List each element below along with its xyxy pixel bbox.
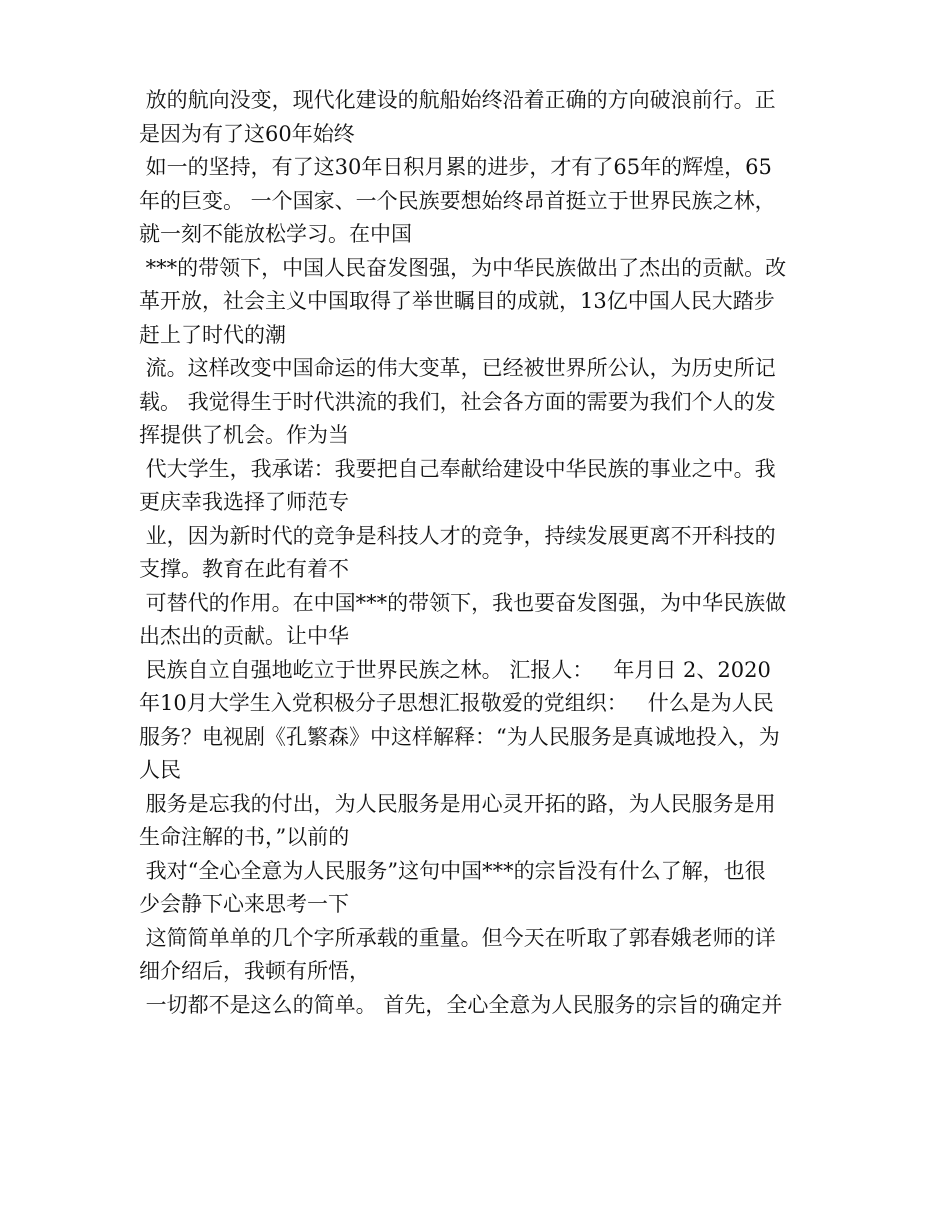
text-line: 我对“全心全意为人民服务”这句中国***的宗旨没有什么了解，也很 [139,858,766,883]
text-line: 少会静下心来思考一下 [139,892,349,916]
text-line: 年10月大学生入党积极分子思想汇报敬爱的党组织： 什么是为人民 [139,691,774,715]
text-line: ***的带领下，中国人民奋发图强，为中华民族做出了杰出的贡献。改 [139,255,787,280]
text-line: 更庆幸我选择了师范专 [139,490,349,514]
text-line: 服务是忘我的付出，为人民服务是用心灵开拓的路，为人民服务是用 [139,791,776,816]
text-line: 民族自立自强地屹立于世界民族之林。 汇报人： 年月日 2、2020 [139,657,771,682]
text-line: 流。这样改变中国命运的伟大变革，已经被世界所公认，为历史所记 [139,356,776,380]
text-line: 业，因为新时代的竞争是科技人才的竞争，持续发展更离不开科技的 [139,523,776,548]
text-line: 赶上了时代的潮 [139,322,286,347]
text-line: 人民 [139,758,181,782]
body-text [139,84,819,1022]
text-line: 细介绍后，我顿有所悟， [139,959,370,983]
text-line: 如一的坚持，有了这30年日积月累的进步，才有了65年的辉煌，65 [139,155,772,179]
text-line: 服务？电视剧《孔繁森》中这样解释：“为人民服务是真诚地投入，为 [139,724,780,749]
text-line: 出杰出的贡献。让中华 [139,624,349,648]
text-line: 挥提供了机会。作为当 [139,423,349,447]
text-line: 年的巨变。 一个国家、一个民族要想始终昂首挺立于世界民族之林， [139,188,776,213]
text-line: 载。 我觉得生于时代洪流的我们，社会各方面的需要为我们个人的发 [139,389,776,414]
text-line: 革开放，社会主义中国取得了举世瞩目的成就，13亿中国人民大踏步 [139,289,775,313]
text-line: 是因为有了这60年始终 [139,121,355,146]
text-line: 放的航向没变，现代化建设的航船始终沿着正确的方向破浪前行。正 [139,88,776,112]
text-line: 可替代的作用。在中国***的带领下，我也要奋发图强，为中华民族做 [139,590,787,615]
text-line: 这简简单单的几个字所承载的重量。但今天在听取了郭春娥老师的详 [139,925,776,950]
text-line: 就一刻不能放松学习。在中国 [139,222,412,246]
text-line: 生命注解的书，”以前的 [139,825,350,849]
text-line: 支撑。教育在此有着不 [139,557,349,581]
text-line: 代大学生，我承诺：我要把自己奉献给建设中华民族的事业之中。我 [139,456,776,481]
text-line: 一切都不是这么的简单。 首先，全心全意为人民服务的宗旨的确定并 [139,992,783,1017]
